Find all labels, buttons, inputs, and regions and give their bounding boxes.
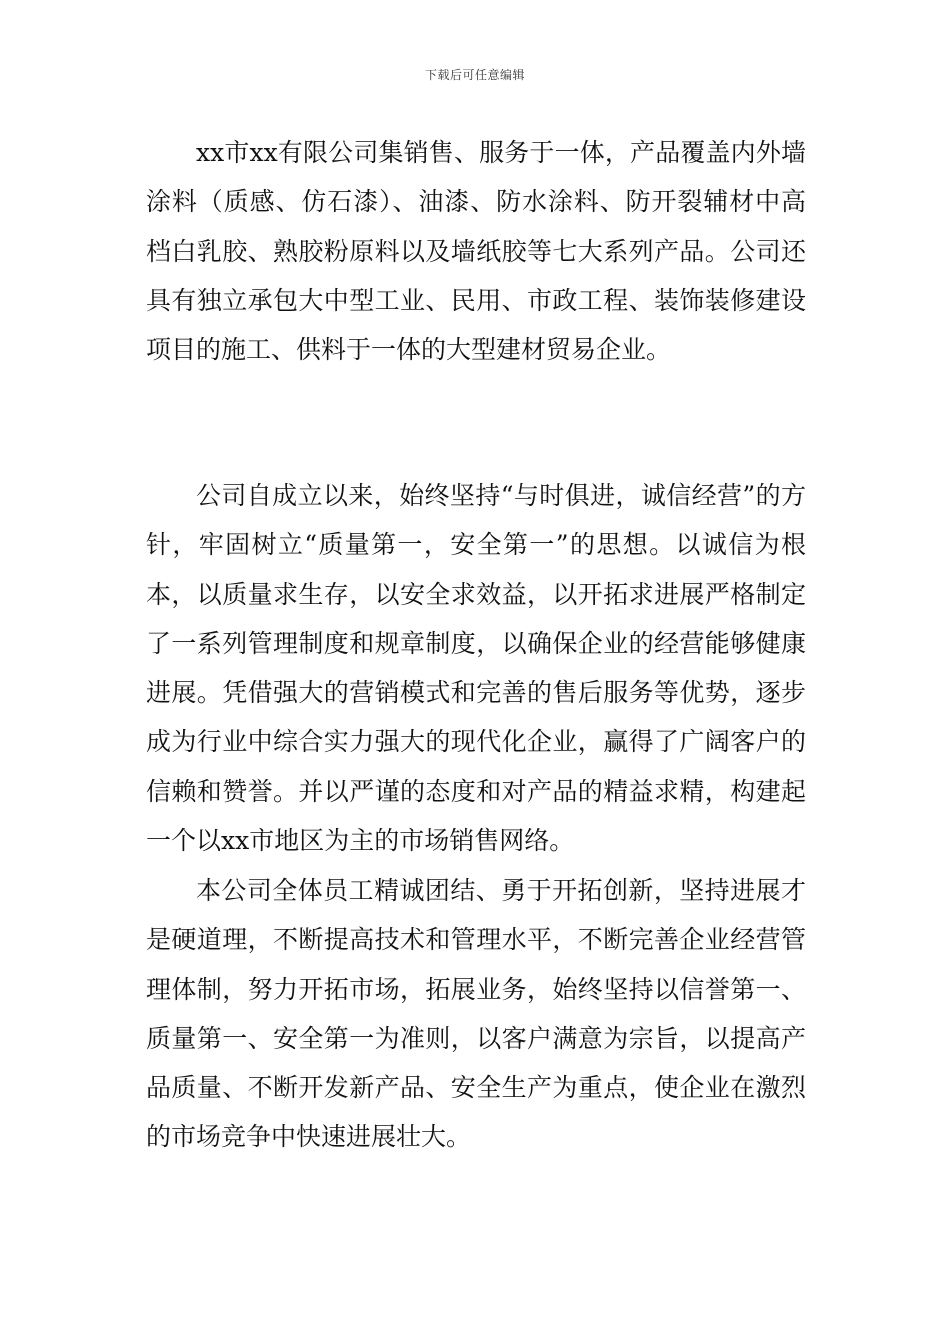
paragraph-company-philosophy: 公司自成立以来，始终坚持“与时俱进，诚信经营”的方针，牢固树立“质量第一，安全第一”的思想。以诚信为根本，以质量求生存，以安全求效益，以开拓求进展严格制定了一系列管理制度和规章制度，以确保企业的经营能够健康进展。凭借强大的营销模式和完善的售后服务等优势，逐步成为行业中综合实力强大的现代化企业，赢得了广阔客户的信赖和赞誉。并以严谨的态度和对产品的精益求精，构建起一个以xx市地区为主的市场销售网络。 <box>146 481 806 856</box>
paragraph-company-staff: 本公司全体员工精诚团结、勇于开拓创新，坚持进展才是硬道理，不断提高技术和管理水平，不断完善企业经营管理体制，努力开拓市场，拓展业务，始终坚持以信誉第一、质量第一、安全第一为准则，以客户满意为宗旨，以提高产品质量、不断开发新产品、安全生产为重点，使企业在激烈的市场竞争中快速进展壮大。 <box>146 876 806 1152</box>
header-note: 下载后可任意编辑 <box>424 68 525 82</box>
paragraph-company-intro: xx市xx有限公司集销售、服务于一体，产品覆盖内外墙涂料（质感、仿石漆）、油漆、防水涂料、防开裂辅材中高档白乳胶、熟胶粉原料以及墙纸胶等七大系列产品。公司还具有独立承包大中型工业、民用、市政工程、装饰装修建设项目的施工、供料于一体的大型建材贸易企业。 <box>146 138 806 365</box>
